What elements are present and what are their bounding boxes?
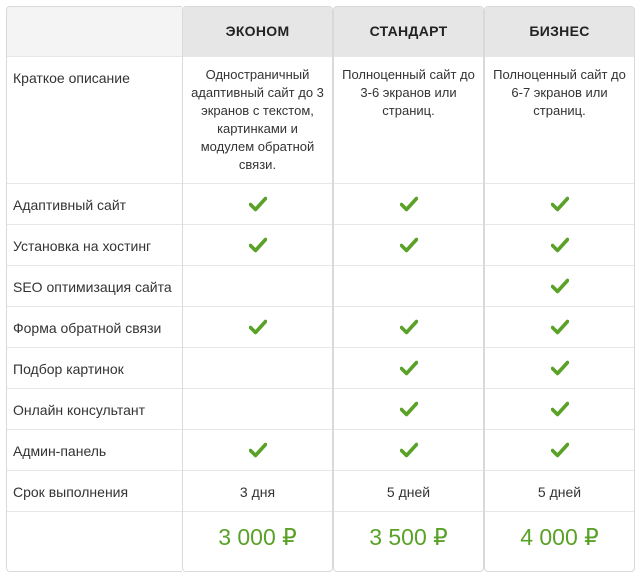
plan-name: БИЗНЕС [529,23,590,39]
check-icon [249,319,267,335]
row-label-admin-panel: Админ-панель [13,443,107,459]
check-icon [249,442,267,458]
plan-feature-cell [485,307,634,348]
row-label-seo: SEO оптимизация сайта [13,279,172,295]
row-label-online-consultant: Онлайн консультант [13,402,146,418]
plan-description: Одностраничный адаптивный сайт до 3 экранов с текстом, картинками и модулем обратной связи. [191,67,324,172]
plan-deadline-cell [485,471,634,512]
plan-deadline-cell [334,471,483,512]
plan-feature-cell [485,430,634,471]
plan-header [183,7,332,57]
check-icon [551,196,569,212]
plan-feature-cell [485,225,634,266]
check-icon [249,196,267,212]
row-label-deadline: Срок выполнения [13,484,129,500]
row-feature-4 [7,348,182,389]
check-icon [551,237,569,253]
check-icon [551,401,569,417]
plan-feature-cell [485,266,634,307]
plan-feature-cell [334,348,483,389]
plan-feature-cell [183,389,332,430]
labels-header-blank [7,7,182,57]
plan-feature-cell [485,184,634,225]
plan-feature-cell [183,184,332,225]
row-feature-0 [7,184,182,225]
plan-feature-cell [183,307,332,348]
plan-feature-cell [183,266,332,307]
plan-price: 3 000 ₽ [218,524,297,550]
check-icon [551,319,569,335]
row-labels-column [6,6,182,572]
plan-feature-cell [334,430,483,471]
row-label-description: Краткое описание [13,70,130,86]
plan-feature-cell [334,389,483,430]
row-feature-5 [7,389,182,430]
plan-name: ЭКОНОМ [225,23,290,39]
plan-price-cell [485,512,634,572]
row-feature-6 [7,430,182,471]
row-label-hosting: Установка на хостинг [13,238,152,254]
plan-feature-cell [334,307,483,348]
check-icon [400,442,418,458]
plan-price: 3 500 ₽ [369,524,448,550]
check-icon [400,401,418,417]
plan-feature-cell [183,430,332,471]
plan-feature-cell [485,389,634,430]
check-icon [400,196,418,212]
plan-feature-cell [334,184,483,225]
plan-description: Полноценный сайт до 6-7 экранов или страниц. [493,67,626,118]
plan-header [485,7,634,57]
check-icon [400,237,418,253]
plan-description-cell [334,57,483,184]
plan-description: Полноценный сайт до 3-6 экранов или страниц. [342,67,475,118]
plan-feature-cell [334,225,483,266]
plan-column-standard [333,6,484,572]
pricing-table [6,6,635,572]
row-deadline [7,471,182,512]
plan-description-cell [485,57,634,184]
check-icon [400,319,418,335]
plan-column-business [484,6,635,572]
row-feature-2 [7,266,182,307]
plan-deadline-cell [183,471,332,512]
row-feature-3 [7,307,182,348]
check-icon [551,360,569,376]
plan-feature-cell [485,348,634,389]
check-icon [249,237,267,253]
plan-header [334,7,483,57]
plan-feature-cell [334,266,483,307]
row-label-feedback-form: Форма обратной связи [13,320,162,336]
plan-column-econom [182,6,333,572]
plan-deadline: 5 дней [537,484,582,500]
plan-description-cell [183,57,332,184]
row-feature-1 [7,225,182,266]
row-label-adaptive: Адаптивный сайт [13,197,127,213]
row-label-images: Подбор картинок [13,361,124,377]
plan-name: СТАНДАРТ [369,23,448,39]
plan-feature-cell [183,348,332,389]
row-price-blank [7,512,182,572]
plan-deadline: 3 дня [239,484,276,500]
plan-feature-cell [183,225,332,266]
check-icon [400,360,418,376]
check-icon [551,278,569,294]
plan-price: 4 000 ₽ [520,524,599,550]
row-description [7,57,182,184]
plan-price-cell [183,512,332,572]
plan-price-cell [334,512,483,572]
plan-deadline: 5 дней [386,484,431,500]
check-icon [551,442,569,458]
